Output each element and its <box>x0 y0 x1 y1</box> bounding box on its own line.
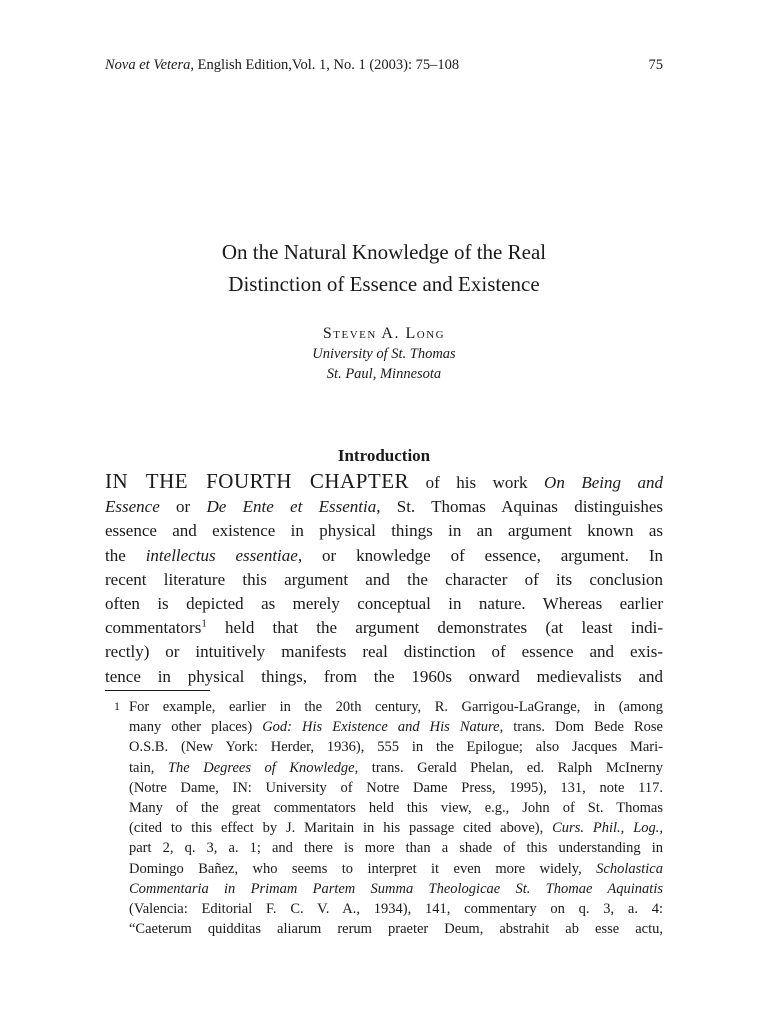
author-block <box>100 324 668 384</box>
work-title: The Degrees of Knowledge <box>167 759 355 776</box>
footnote-line <box>129 859 663 879</box>
author-location: St. Paul, Minnesota <box>326 366 442 382</box>
journal-citation <box>105 57 459 74</box>
footnote-line <box>129 717 663 737</box>
footnote-body <box>129 697 663 939</box>
footnote-line: (Notre Dame, IN: University of Notre Dame Press, 1995), 131, note 117. <box>129 779 663 796</box>
footnote-line: Many of the great commentators held this view, e.g., John of St. Thomas <box>129 800 663 817</box>
running-head <box>105 57 663 74</box>
work-title: On Being and <box>544 473 663 492</box>
body-text-run: commentators <box>105 618 202 638</box>
work-title: Scholastica <box>596 860 663 877</box>
section-heading: Introduction <box>337 446 431 465</box>
body-line: often is depicted as merely conceptual in nature. Whereas earlier <box>105 594 663 614</box>
work-title: God: His Existence and His Nature <box>262 719 500 736</box>
page-number: 75 <box>648 57 663 73</box>
footnote-text-run: Domingo Bañez, who seems to interpret it even more widely, <box>129 860 597 877</box>
body-line <box>105 469 663 495</box>
footnote-divider <box>105 690 210 691</box>
work-title: Curs. Phil., Log., <box>552 820 663 837</box>
footnote-text-run: many other places) <box>129 719 263 736</box>
journal-issue: English Edition,Vol. 1, No. 1 (2003): 75–108 <box>197 57 460 73</box>
body-line <box>105 544 663 568</box>
work-title: Essence <box>105 497 160 517</box>
footnote-text-run: (cited to this effect by J. Maritain in his passage cited above), <box>129 820 553 837</box>
article-title <box>100 236 668 300</box>
body-line: tence in physical things, from the 1960s onward medievalists and <box>105 666 663 686</box>
footnote-line: “Caeterum quidditas aliarum rerum praeter Deum, abstrahit ab esse actu, <box>129 921 663 938</box>
body-text-run: , St. Thomas Aquinas distinguishes <box>376 497 663 517</box>
footnote-marker: 1 <box>114 699 120 713</box>
journal-name: Nova et Vetera, <box>105 57 194 73</box>
footnote-line: (Valencia: Editorial F. C. V. A., 1934), 141, commentary on q. 3, a. 4: <box>129 901 663 918</box>
footnote-line: O.S.B. (New York: Herder, 1936), 555 in the Epilogue; also Jacques Mari- <box>129 739 663 756</box>
body-text-run: , or knowledge of essence, argument. In <box>297 545 663 565</box>
body-text <box>105 469 663 689</box>
body-line: recent literature this argument and the character of its conclusion <box>105 569 663 589</box>
footnote-line: part 2, q. 3, a. 1; and there is more than a shade of this understanding in <box>129 840 663 857</box>
footnote-text-run: , trans. Dom Bede Rose <box>499 719 663 736</box>
body-text-run: of his work <box>409 473 545 492</box>
footnote-1 <box>105 697 663 939</box>
footnote-line <box>129 818 663 838</box>
lead-caps: IN THE FOURTH CHAPTER <box>105 469 410 493</box>
body-line <box>105 495 663 519</box>
author-name: Steven A. Long <box>322 325 446 342</box>
footnote-line <box>129 758 663 778</box>
body-line: rectly) or intuitively manifests real distinction of essence and exis- <box>105 642 663 662</box>
body-line <box>105 616 663 640</box>
title-line-2: Distinction of Essence and Existence <box>228 272 540 296</box>
footnote-reference[interactable]: 1 <box>201 617 207 630</box>
footnote-text-run: , trans. Gerald Phelan, ed. Ralph McInerny <box>354 759 663 776</box>
body-line: essence and existence in physical things in an argument known as <box>105 521 663 541</box>
body-text-run: or <box>159 497 207 517</box>
author-affiliation: University of St. Thomas <box>312 346 456 362</box>
footnote-text-run: tain, <box>129 759 168 776</box>
title-line-1: On the Natural Knowledge of the Real <box>221 240 547 264</box>
footnote-line: For example, earlier in the 20th century, R. Garrigou-LaGrange, in (among <box>129 699 663 715</box>
footnote-line: Commentaria in Primam Partem Summa Theologicae St. Thomae Aquinatis <box>129 880 663 897</box>
body-text-run: the <box>105 545 146 565</box>
work-title: De Ente et Essentia <box>206 497 377 517</box>
body-text-run: held that the argument demonstrates (at least indi- <box>206 618 663 638</box>
latin-term: intellectus essentiae <box>145 545 298 565</box>
